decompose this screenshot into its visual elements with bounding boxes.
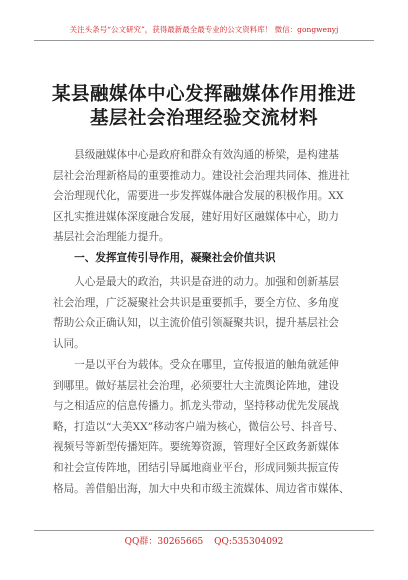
text-line: 到哪里。做好基层社会治理，必须要壮大主流舆论阵地，建设	[53, 379, 340, 392]
document-title-line-1: 某县融媒体中心发挥融媒体作用推进	[51, 84, 356, 105]
text-line: 县级融媒体中心是政府和群众有效沟通的桥梁，是构建基	[53, 149, 340, 161]
text-line: 和社会宣传阵地，团结引导属地商业平台，形成同频共振宣传	[53, 461, 340, 474]
qq-text: QQ:535304092	[214, 537, 284, 547]
text-line: 一是以平台为载体。受众在哪里，宣传报道的触角就延伸	[53, 359, 340, 371]
text-line: 层社会治理新格局的重要推动力。建设社会治理共同体、推进社	[53, 169, 350, 182]
document-title-line-2: 基层社会治理经验交流材料	[89, 108, 318, 129]
footer-divider	[34, 530, 374, 531]
text-line: 认同。	[53, 337, 85, 350]
section-paragraph	[53, 272, 355, 354]
intro-paragraph	[53, 145, 355, 248]
text-line: 视频号等新型传播矩阵。要统筹资源，管理好全区政务新媒体	[53, 441, 340, 454]
text-line: 会治理现代化，需要进一步发挥媒体融合发展的积极作用。XX	[53, 190, 344, 203]
text-line: 略，打造以“大美XX”移动客户端为核心，微信公号、抖音号、	[53, 420, 344, 433]
text-line: 格局。善借船出海，加大中央和市级主流媒体、周边省市媒体、	[53, 482, 350, 495]
text-line: 社会治理，广泛凝聚社会共识是重要抓手，要全方位、多角度	[53, 296, 340, 309]
text-line: 与之相适应的信息传播力。抓龙头带动，坚持移动优先发展战	[53, 400, 340, 413]
section-paragraph	[53, 355, 355, 499]
text-line: 区扎实推进媒体深度融合发展，建好用好区融媒体中心，助力	[53, 210, 340, 223]
qq-group-text: QQ群：30265665	[124, 537, 204, 547]
text-line: 人心是最大的政治，共识是奋进的动力。加强和创新基层	[53, 276, 340, 288]
header-banner: 关注头条号“公文研究”，获得最新最全最专业的公文资料库！ 微信：gongwenyj	[69, 25, 339, 34]
footer-contact	[40, 534, 368, 547]
header-divider	[34, 40, 374, 41]
text-line: 基层社会治理能力提升。	[53, 231, 170, 244]
text-line: 帮助公众正确认知，以主流价值引领凝聚共识，提升基层社会	[53, 317, 340, 330]
section-heading: 一、发挥宣传引导作用，凝聚社会价值共识	[53, 252, 276, 264]
